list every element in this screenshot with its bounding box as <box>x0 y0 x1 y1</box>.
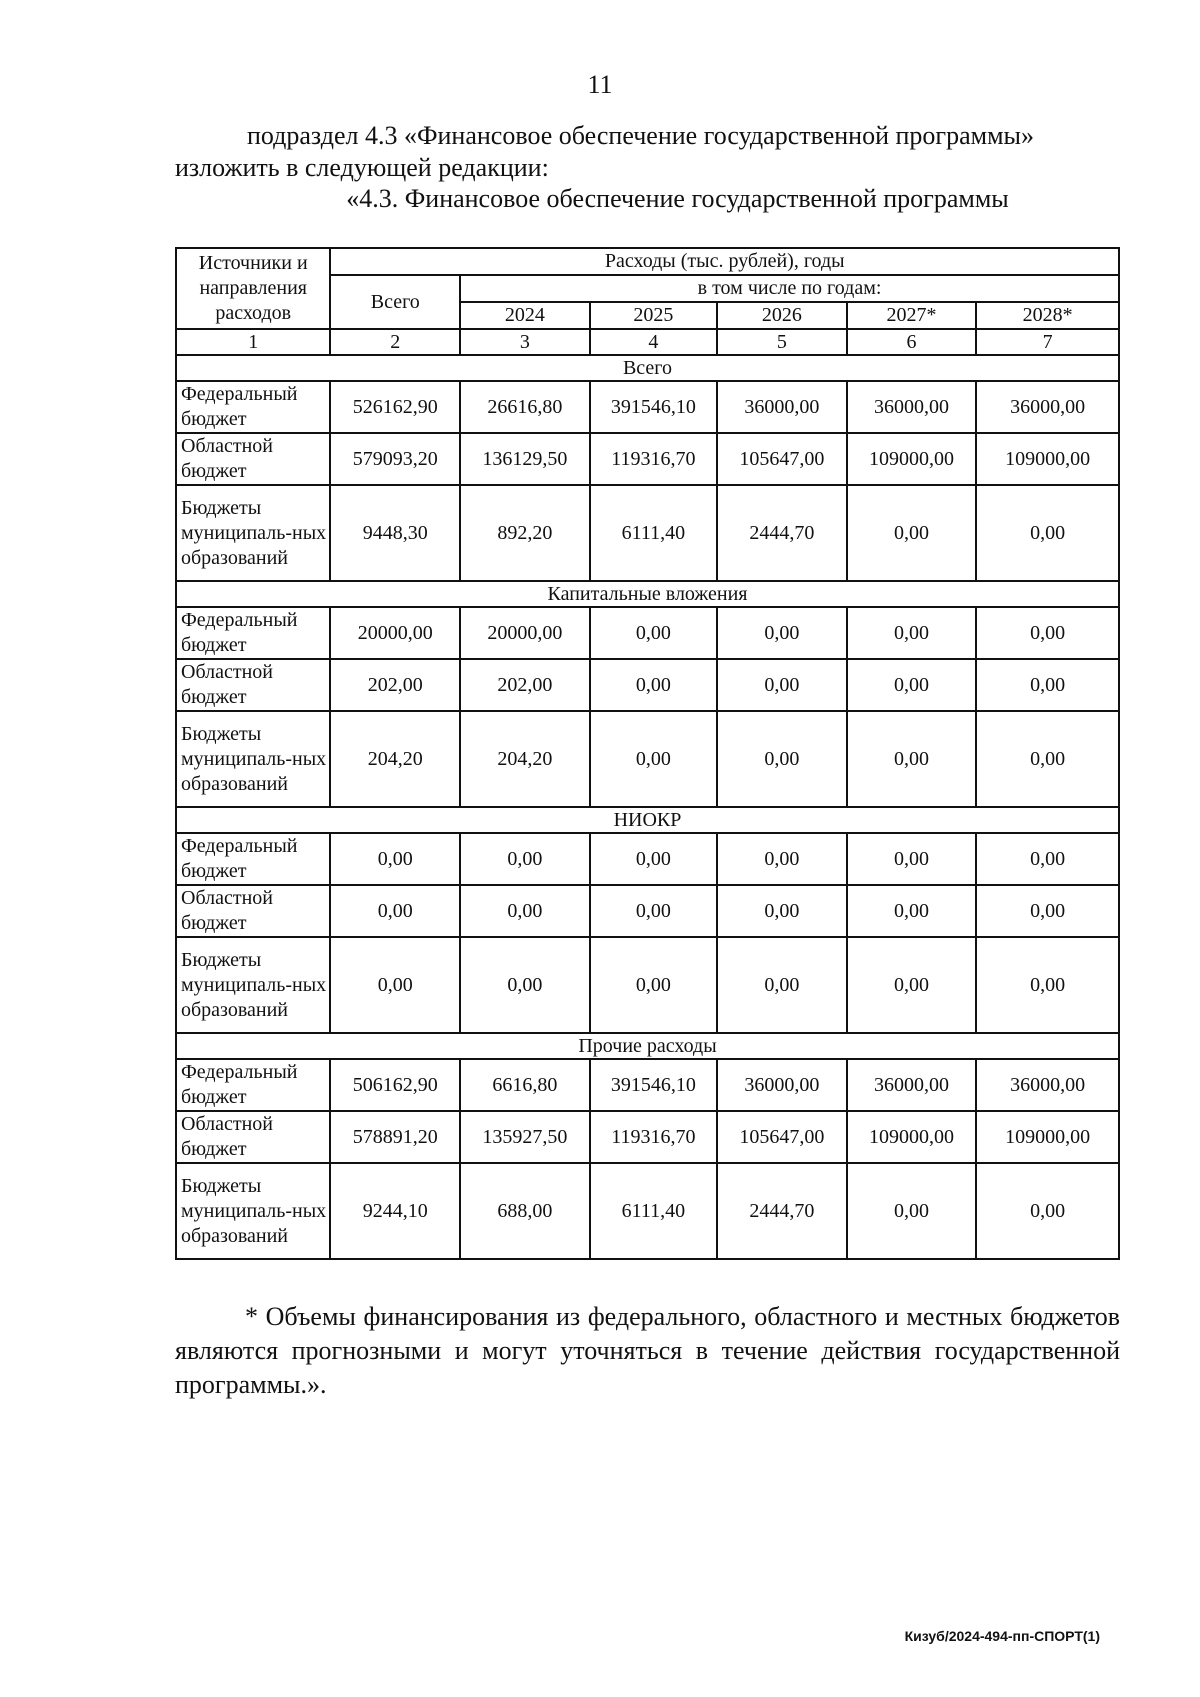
value-cell: 0,00 <box>976 885 1119 937</box>
table-row <box>176 833 1119 885</box>
value-cell: 109000,00 <box>976 1111 1119 1163</box>
value-cell: 0,00 <box>330 885 460 937</box>
column-number: 2 <box>330 329 460 355</box>
value-cell: 0,00 <box>976 659 1119 711</box>
value-cell: 204,20 <box>460 711 590 807</box>
value-cell: 26616,80 <box>460 381 590 433</box>
source-cell: Федеральный бюджет <box>176 1059 330 1111</box>
intro-paragraph-line1: подраздел 4.3 «Финансовое обеспечение государственной программы» <box>247 121 1034 150</box>
value-cell: 204,20 <box>330 711 460 807</box>
value-cell: 109000,00 <box>847 433 977 485</box>
column-number: 5 <box>717 329 847 355</box>
value-cell: 36000,00 <box>717 381 847 433</box>
value-cell: 6616,80 <box>460 1059 590 1111</box>
value-cell: 136129,50 <box>460 433 590 485</box>
header-year: 2026 <box>717 302 847 329</box>
value-cell: 109000,00 <box>976 433 1119 485</box>
value-cell: 2444,70 <box>717 485 847 581</box>
value-cell: 0,00 <box>590 937 717 1033</box>
value-cell: 0,00 <box>590 833 717 885</box>
table-row <box>176 1059 1119 1111</box>
column-number: 7 <box>976 329 1119 355</box>
value-cell: 526162,90 <box>330 381 460 433</box>
table-row <box>176 607 1119 659</box>
source-cell: Областной бюджет <box>176 433 330 485</box>
value-cell: 6111,40 <box>590 1163 717 1259</box>
value-cell: 202,00 <box>330 659 460 711</box>
source-cell: Бюджеты муниципаль-ных образований <box>176 1163 330 1259</box>
value-cell: 0,00 <box>976 711 1119 807</box>
value-cell: 0,00 <box>590 607 717 659</box>
value-cell: 2444,70 <box>717 1163 847 1259</box>
value-cell: 0,00 <box>460 885 590 937</box>
table-row <box>176 381 1119 433</box>
value-cell: 105647,00 <box>717 433 847 485</box>
source-cell: Бюджеты муниципаль-ных образований <box>176 485 330 581</box>
table-row <box>176 1111 1119 1163</box>
value-cell: 36000,00 <box>976 1059 1119 1111</box>
value-cell: 36000,00 <box>847 1059 977 1111</box>
value-cell: 391546,10 <box>590 1059 717 1111</box>
column-number: 1 <box>176 329 330 355</box>
section-heading: «4.3. Финансовое обеспечение государственной программы <box>346 184 1009 213</box>
value-cell: 0,00 <box>976 607 1119 659</box>
value-cell: 578891,20 <box>330 1111 460 1163</box>
section-title: Всего <box>176 355 1119 381</box>
source-cell: Областной бюджет <box>176 659 330 711</box>
table-row <box>176 711 1119 807</box>
value-cell: 506162,90 <box>330 1059 460 1111</box>
value-cell: 20000,00 <box>460 607 590 659</box>
value-cell: 0,00 <box>847 607 977 659</box>
value-cell: 0,00 <box>976 937 1119 1033</box>
value-cell: 0,00 <box>847 885 977 937</box>
value-cell: 0,00 <box>590 711 717 807</box>
value-cell: 119316,70 <box>590 1111 717 1163</box>
footnote: * Объемы финансирования из федерального, областного и местных бюджетов являются прогнозными и могут уточняться в течение действия государственной программы.». <box>175 1302 1120 1399</box>
header-year: 2027* <box>847 302 977 329</box>
column-number: 4 <box>590 329 717 355</box>
value-cell: 0,00 <box>976 833 1119 885</box>
value-cell: 36000,00 <box>717 1059 847 1111</box>
table-row <box>176 433 1119 485</box>
table-row <box>176 485 1119 581</box>
section-title: Прочие расходы <box>176 1033 1119 1059</box>
value-cell: 0,00 <box>330 833 460 885</box>
value-cell: 9244,10 <box>330 1163 460 1259</box>
intro-paragraph-line2: изложить в следующей редакции: <box>175 153 549 182</box>
value-cell: 0,00 <box>590 885 717 937</box>
header-year: 2028* <box>976 302 1119 329</box>
value-cell: 0,00 <box>717 937 847 1033</box>
source-cell: Бюджеты муниципаль-ных образований <box>176 711 330 807</box>
value-cell: 0,00 <box>717 659 847 711</box>
value-cell: 109000,00 <box>847 1111 977 1163</box>
section-title: НИОКР <box>176 807 1119 833</box>
value-cell: 0,00 <box>460 833 590 885</box>
value-cell: 0,00 <box>717 711 847 807</box>
financing-table <box>175 247 1120 1260</box>
value-cell: 0,00 <box>847 485 977 581</box>
table-row <box>176 885 1119 937</box>
table-row <box>176 659 1119 711</box>
value-cell: 688,00 <box>460 1163 590 1259</box>
value-cell: 135927,50 <box>460 1111 590 1163</box>
value-cell: 0,00 <box>847 937 977 1033</box>
header-sources: Источники и направления расходов <box>176 248 330 329</box>
document-code: Кизуб/2024-494-пп-СПОРТ(1) <box>904 1628 1100 1644</box>
value-cell: 579093,20 <box>330 433 460 485</box>
value-cell: 0,00 <box>847 1163 977 1259</box>
value-cell: 0,00 <box>717 607 847 659</box>
header-by-years: в том числе по годам: <box>460 275 1119 302</box>
value-cell: 391546,10 <box>590 381 717 433</box>
value-cell: 36000,00 <box>847 381 977 433</box>
header-expenses: Расходы (тыс. рублей), годы <box>330 248 1119 275</box>
page-number: 11 <box>587 70 613 99</box>
value-cell: 0,00 <box>460 937 590 1033</box>
source-cell: Областной бюджет <box>176 885 330 937</box>
value-cell: 9448,30 <box>330 485 460 581</box>
value-cell: 119316,70 <box>590 433 717 485</box>
source-cell: Областной бюджет <box>176 1111 330 1163</box>
section-title: Капитальные вложения <box>176 581 1119 607</box>
source-cell: Бюджеты муниципаль-ных образований <box>176 937 330 1033</box>
value-cell: 36000,00 <box>976 381 1119 433</box>
header-year: 2024 <box>460 302 590 329</box>
value-cell: 0,00 <box>847 833 977 885</box>
column-number: 3 <box>460 329 590 355</box>
header-total: Всего <box>330 275 460 329</box>
value-cell: 0,00 <box>717 885 847 937</box>
value-cell: 105647,00 <box>717 1111 847 1163</box>
source-cell: Федеральный бюджет <box>176 381 330 433</box>
value-cell: 0,00 <box>847 711 977 807</box>
source-cell: Федеральный бюджет <box>176 833 330 885</box>
value-cell: 0,00 <box>847 659 977 711</box>
value-cell: 0,00 <box>976 485 1119 581</box>
value-cell: 202,00 <box>460 659 590 711</box>
value-cell: 20000,00 <box>330 607 460 659</box>
value-cell: 6111,40 <box>590 485 717 581</box>
value-cell: 0,00 <box>976 1163 1119 1259</box>
value-cell: 892,20 <box>460 485 590 581</box>
column-number: 6 <box>847 329 977 355</box>
value-cell: 0,00 <box>717 833 847 885</box>
table-row <box>176 1163 1119 1259</box>
value-cell: 0,00 <box>330 937 460 1033</box>
value-cell: 0,00 <box>590 659 717 711</box>
header-year: 2025 <box>590 302 717 329</box>
table-row <box>176 937 1119 1033</box>
source-cell: Федеральный бюджет <box>176 607 330 659</box>
